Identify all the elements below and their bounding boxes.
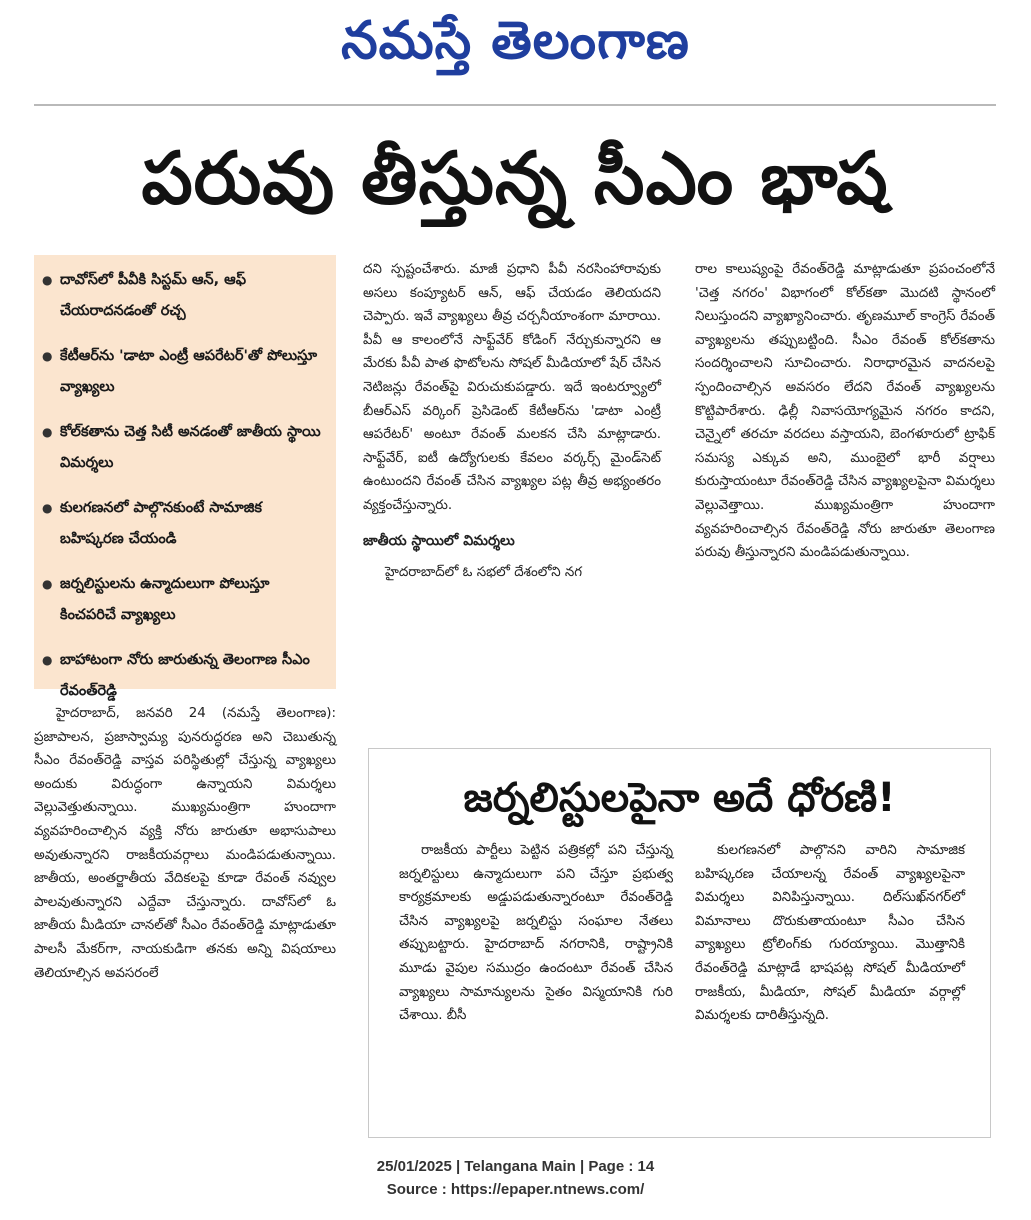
highlight-item: [42, 341, 328, 403]
highlight-item: [42, 569, 328, 631]
article-column-left: హైదరాబాద్, జనవరి 24 (నమస్తే తెలంగాణ): ప్రజాపాలన, ప్రజాస్వామ్య పునరుద్ధరణ అని చెబుతున్న సీఎం రేవంత్‌రెడ్డి వాస్తవ పరిస్థితుల్లో చేస్తున్న వ్యాఖ్యలు అందుకు విరుద్ధంగా ఉన్నాయని విమర్శలు వెల్లువెత్తుతున్నాయి. ముఖ్యమంత్రిగా హుందాగా వ్యవహరించాల్సిన వ్యక్తి నోరు జారుతూ అభాసుపాలు అవుతున్నారని రాజకీయవర్గాలు మండిపడుతున్నాయి. జాతీయ, అంతర్జాతీయ వేదికలపై కూడా రేవంత్ నవ్వుల పాలవుతున్నారని ఎద్దేవా చేస్తున్నారు. దావోస్‌లో ఓ జాతీయ మీడియా చానల్‌తో సీఎం రేవంత్‌రెడ్డి మాట్లాడుతూ పాలసీ మేకర్‌గా, నాయకుడిగా తనకు అన్ని విషయాలు తెలియాల్సిన అవసరంలే: [34, 706, 336, 981]
bullet-icon: ●: [42, 577, 53, 591]
page-headline: పరువు తీస్తున్న సీఎం భాష: [141, 136, 889, 220]
sidebar-story-box: [368, 748, 991, 1138]
highlight-text: కులగణనలో పాల్గొనకుంటే సామాజిక బహిష్కరణ చేయండి: [60, 500, 262, 547]
highlight-item: [42, 265, 328, 327]
bullet-icon: ●: [42, 349, 53, 363]
masthead-logo: నమస్తే తెలంగాణ: [341, 10, 690, 71]
highlight-text: జర్నలిస్టులను ఉన్మాదులుగా పోలుస్తూ కించపరిచే వ్యాఖ్యలు: [60, 576, 270, 623]
bullet-icon: ●: [42, 425, 53, 439]
highlight-text: దావోస్‌లో పీవీకి సిస్టమ్ ఆన్, ఆఫ్ చేయరాదనడంతో రచ్చ: [60, 272, 247, 319]
highlight-text: కోల్‌కతాను చెత్త సిటీ అనడంతో జాతీయ స్థాయి విమర్శలు: [60, 424, 321, 471]
highlight-item: [42, 417, 328, 479]
bullet-icon: ●: [42, 653, 53, 667]
bullet-icon: ●: [42, 273, 53, 287]
footer-date-page: 25/01/2025 | Telangana Main | Page : 14: [376, 1158, 655, 1175]
article-body-continuation: హైదరాబాద్‌లో ఓ సభలో దేశంలోని నగ: [385, 565, 583, 581]
highlight-text: కేటీఆర్‌ను 'డాటా ఎంట్రీ ఆపరేటర్'తో పోలుస్తూ వ్యాఖ్యలు: [60, 348, 318, 395]
highlights-box: [34, 255, 336, 699]
sidebar-story-column-left: రాజకీయ పార్టీలు పెట్టిన పత్రికల్లో పని చేస్తున్న జర్నలిస్టులు ఉన్మాదులుగా పని చేస్తూ ప్రభుత్వ కార్యక్రమాలకు అడ్డుపడుతున్నారంటూ రేవంత్‌రెడ్డి చేసిన వ్యాఖ్యలపై జర్నలిస్టు సంఘాల నేతలు తప్పుబట్టారు. హైదరాబాద్ నగరానికి, రాష్ట్రానికి మూడు వైపుల సముద్రం ఉందంటూ రేవంత్ చేసిన వ్యాఖ్యలు సామాన్యులను సైతం విస్మయానికి గురి చేశాయి. బీసీ: [399, 843, 673, 1024]
sidebar-story-title: జర్నలిస్టులపైనా అదే ధోరణి!: [463, 775, 896, 821]
footer-source-link[interactable]: Source : https://epaper.ntnews.com/: [386, 1181, 645, 1198]
bullet-icon: ●: [42, 501, 53, 515]
highlight-item: [42, 493, 328, 555]
article-column-right: రాల కాలుష్యంపై రేవంత్‌రెడ్డి మాట్లాడుతూ ప్రపంచంలోనే 'చెత్త నగరం' విభాగంలో కోల్‌కతా మొదటి స్థానంలో నిలుస్తుందని వ్యాఖ్యానించారు. తృణమూల్ కాంగ్రెస్ రేవంత్ వ్యాఖ్యలను తప్పుబట్టింది. సీఎం రేవంత్ కోల్‌కతాను సందర్శించాలని సూచించారు. నిరాధారమైన వాదనలపై స్పందించాల్సిన అవసరం లేదని రేవంత్ వ్యాఖ్యలను కొట్టిపారేశారు. ఢిల్లీ నివాసయోగ్యమైన నగరం కాదని, చెన్నైలో తరచూ వరదలు వస్తాయని, బెంగళూరులో ట్రాఫిక్ సమస్య ఎక్కువ అని, ముంబైలో భారీ వర్షాలు కురుస్తాయంటూ రేవంత్‌రెడ్డి చేసిన వ్యాఖ్యలపైనా విమర్శలు వెల్లువెత్తాయి. ముఖ్యమంత్రిగా హుందాగా వ్యవహరించాల్సిన రేవంత్‌రెడ్డి నోరు జారుతూ తెలంగాణ పరువు తీస్తున్నారని మండిపడుతున్నాయి.: [695, 262, 995, 561]
masthead-divider: [34, 104, 996, 106]
article-body-text: దని స్పష్టంచేశారు. మాజీ ప్రధాని పీవీ నరసింహారావుకు అసలు కంప్యూటర్ ఆన్, ఆఫ్ చేయడం తెలియదని చెప్పారు. ఇవే వ్యాఖ్యలు తీవ్ర చర్చనీయాంశంగా మారాయి. పీవీ ఆ కాలంలోనే సాఫ్ట్‌వేర్ కోడింగ్ నేర్చుకున్నారని ఆ మేరకు పీవీ పాత ఫొటోలను సోషల్ మీడియాలో షేర్ చేసిన నెటిజన్లు రేవంత్‌పై విరుచుకుపడ్డారు. ఇదే ఇంటర్వ్యూలో బీఆర్‌ఎస్ వర్కింగ్ ప్రెసిడెంట్ కేటీఆర్‌ను 'డాటా ఎంట్రీ ఆపరేటర్' అంటూ రేవంత్ మలకన చేసి మాట్లాడారు. సాఫ్ట్‌వేర్, ఐటీ ఉద్యోగులకు కేవలం వర్కర్స్ మైండ్‌సెట్ ఉంటుందని రేవంత్ చేసిన వ్యాఖ్యల పట్ల తీవ్ర అభ్యంతరం వ్యక్తంచేస్తున్నారు.: [363, 262, 661, 513]
highlight-item: [42, 645, 328, 707]
highlight-text: బాహాటంగా నోరు జారుతున్న తెలంగాణ సీఎం రేవంత్‌రెడ్డి: [60, 652, 310, 699]
sidebar-story-column-right: కులగణనలో పాల్గొనని వారిని సామాజిక బహిష్కరణ చేయాలన్న రేవంత్ వ్యాఖ్యలపైనా విమర్శలు వినిపిస్తున్నాయి. దిల్‌సుఖ్‌నగర్‌లో విమానాలు దొరుకుతాయంటూ సీఎం చేసిన వ్యాఖ్యలు ట్రోలింగ్‌కు గురయ్యాయి. మొత్తానికి రేవంత్‌రెడ్డి మాట్లాడే భాషపట్ల సోషల్ మీడియాలో రాజకీయ, మీడియా, సోషల్ మీడియా వర్గాల్లో విమర్శలకు దారితీస్తున్నది.: [695, 843, 965, 1024]
article-column-middle: [363, 258, 661, 585]
section-subheading: జాతీయ స్థాయిలో విమర్శలు: [363, 532, 515, 549]
